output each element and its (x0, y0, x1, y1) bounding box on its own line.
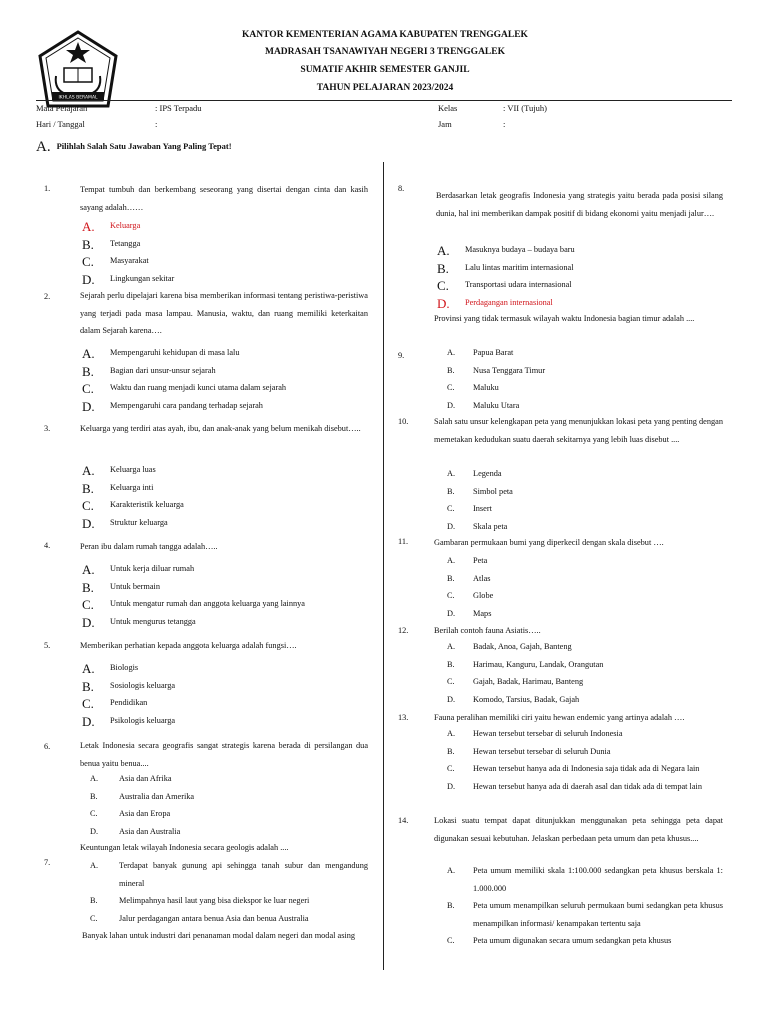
option-letter: B. (447, 901, 455, 910)
option-text: Simbol peta (473, 486, 513, 496)
option-d[interactable] (82, 712, 368, 730)
option-text: Mempengaruhi kehidupan di masa lalu (110, 348, 240, 357)
option-letter: C. (90, 809, 98, 818)
option-text: Mempengaruhi cara pandang terhadap sejarah (110, 400, 263, 410)
option-letter: B. (90, 791, 98, 801)
option-letter: B. (447, 573, 455, 583)
option-d[interactable] (82, 397, 368, 415)
question-text: Provinsi yang tidak termasuk wilayah waktu Indonesia bagian timur adalah .... (434, 314, 695, 323)
option-a[interactable] (437, 241, 723, 259)
option-letter: B. (82, 579, 94, 595)
option-a[interactable] (82, 344, 368, 362)
option-letter: C. (82, 254, 94, 269)
option-text: Lingkungan sekitar (110, 273, 175, 283)
option-text: Untuk bermain (110, 581, 161, 591)
option-a[interactable] (90, 857, 368, 892)
option-text: Lalu lintas maritim internasional (465, 262, 574, 272)
option-letter: C. (447, 383, 455, 392)
section-letter: A. (36, 139, 51, 155)
question-number: 12. (398, 626, 409, 635)
option-text: Keluarga luas (110, 465, 156, 474)
option-c[interactable] (82, 379, 368, 397)
option-letter: B. (447, 486, 455, 496)
option-letter: C. (447, 591, 455, 600)
option-c[interactable] (82, 252, 368, 270)
subject-label: Mata Pelajaran (36, 103, 88, 113)
option-text: Gajah, Badak, Harimau, Banteng (473, 677, 584, 686)
option-letter: A. (447, 729, 456, 738)
option-text: Badak, Anoa, Gajah, Banteng (473, 642, 572, 651)
option-b[interactable] (82, 235, 368, 253)
option-letter: B. (90, 896, 98, 905)
option-c[interactable] (447, 932, 723, 950)
option-c[interactable] (82, 694, 368, 712)
option-c[interactable] (447, 673, 723, 691)
option-text: Nusa Tenggara Timur (473, 365, 546, 375)
option-b[interactable] (90, 788, 368, 806)
option-letter: C. (447, 504, 455, 513)
question-text: Berilah contoh fauna Asiatis….. (434, 626, 541, 635)
option-a[interactable] (82, 217, 368, 235)
question-number: 14. (398, 816, 409, 825)
option-a[interactable] (447, 638, 723, 656)
option-b[interactable] (82, 677, 368, 695)
option-text: Perdagangan internasional (465, 297, 553, 307)
question-text: Sejarah perlu dipelajari karena bisa memberikan informasi tentang peristiwa-peristiwa yang terjadi pada masa lampau. Manusia, waktu, dan ruang memiliki keterkaitan dalam Sejarah karena…. (80, 291, 368, 335)
option-letter: C. (447, 764, 455, 773)
option-letter: B. (82, 678, 94, 694)
option-text: Legenda (473, 469, 502, 478)
option-letter: D. (437, 295, 450, 311)
option-letter: A. (447, 866, 456, 875)
column-divider (383, 162, 384, 970)
logo-text: IKHLAS BERAMAL (58, 95, 98, 101)
question-text: Berdasarkan letak geografis Indonesia yang strategis yaitu berada pada posisi silang dunia, hal ini memberikan dampak positif di bidang ekonomi yaitu menjadi jalur…. (436, 191, 723, 218)
option-text: Papua Barat (473, 348, 514, 357)
option-c[interactable] (82, 496, 368, 514)
option-d[interactable] (447, 397, 723, 415)
option-letter: D. (447, 608, 456, 618)
option-text: Australia dan Amerika (119, 791, 195, 801)
option-text: Maluku Utara (473, 400, 520, 410)
option-text: Hewan tersebut hanya ada di daerah asal dan tidak ada di tempat lain (473, 781, 702, 791)
header-line-2: MADRASAH TSANAWIYAH NEGERI 3 TRENGGALEK (264, 47, 505, 57)
option-letter: D. (447, 781, 456, 791)
option-letter: B. (82, 363, 94, 379)
question-text: Salah satu unsur kelengkapan peta yang menunjukkan lokasi peta yang penting dengan memetakan kedudukan suatu daerah sekitarnya yang lebih luas disebut .... (434, 417, 723, 444)
option-letter: A. (90, 861, 99, 870)
option-d[interactable] (82, 613, 368, 631)
class-value: : VII (Tujuh) (503, 103, 547, 113)
option-letter: A. (90, 774, 99, 783)
option-b[interactable] (447, 483, 723, 501)
option-text: Globe (473, 591, 494, 600)
option-letter: D. (90, 826, 99, 836)
option-text: Harimau, Kanguru, Landak, Orangutan (473, 659, 604, 669)
option-b[interactable] (82, 362, 368, 380)
option-text: Masyarakat (110, 256, 149, 265)
option-text: Untuk kerja diluar rumah (110, 564, 195, 573)
option-text: Terdapat banyak gunung api sehingga tanah subur dan mengandung mineral (119, 861, 368, 888)
option-b[interactable] (447, 570, 723, 588)
option-c[interactable] (90, 910, 368, 928)
option-text: Keluarga (110, 221, 141, 230)
option-text: Tetangga (110, 238, 141, 248)
option-c[interactable] (447, 760, 723, 778)
option-text: Peta umum digunakan secara umum sedangkan peta khusus (473, 936, 672, 945)
option-letter: D. (82, 614, 95, 630)
question-text: Lokasi suatu tempat dapat ditunjukkan menggunakan peta sehingga peta dapat digunakan sesuai kebutuhan. Jelaskan perbedaan peta umum dan peta khusus.... (434, 816, 723, 843)
option-text: Sosiologis keluarga (110, 680, 176, 690)
option-d[interactable] (90, 823, 368, 841)
option-a[interactable] (447, 465, 723, 483)
option-text: Biologis (110, 663, 139, 672)
option-b[interactable] (447, 656, 723, 674)
option-text: Asia dan Australia (119, 826, 181, 836)
time-value: : (503, 119, 506, 129)
header-rule (36, 100, 732, 101)
header-line-1: KANTOR KEMENTERIAN AGAMA KABUPATEN TRENGGALEK (242, 30, 528, 40)
option-letter: B. (82, 480, 94, 496)
option-text: Karakteristik keluarga (110, 500, 184, 509)
option-letter: C. (82, 381, 94, 396)
question-number: 5. (44, 641, 51, 650)
question-number: 11. (398, 537, 409, 546)
class-label: Kelas (438, 103, 458, 113)
option-a[interactable] (82, 560, 368, 578)
question-number: 4. (44, 541, 51, 550)
option-letter: C. (82, 696, 94, 711)
option-b[interactable] (447, 362, 723, 380)
option-text: Insert (473, 504, 492, 513)
option-text: Transportasi udara internasional (465, 280, 572, 289)
option-letter: D. (447, 521, 456, 531)
option-letter: C. (447, 936, 455, 945)
option-text: Melimpahnya hasil laut yang bisa diekspor ke luar negeri (119, 896, 310, 905)
question-text: Tempat tumbuh dan berkembang seseorang yang disertai dengan cinta dan kasih sayang adalah…… (80, 185, 368, 212)
option-d[interactable] (447, 691, 723, 709)
section-heading (36, 139, 232, 156)
option-text: Skala peta (473, 521, 508, 531)
option-letter: D. (82, 398, 95, 414)
option-letter: A. (82, 463, 95, 478)
option-text: Komodo, Tarsius, Badak, Gajah (473, 694, 580, 704)
option-letter: D. (82, 713, 95, 729)
ministry-logo-icon (36, 30, 120, 114)
option-text: Asia dan Eropa (119, 809, 171, 818)
option-a[interactable] (447, 725, 723, 743)
question-text: Peran ibu dalam rumah tangga adalah….. (80, 542, 218, 551)
time-label: Jam (438, 119, 452, 129)
option-b[interactable] (90, 892, 368, 910)
option-text: Peta umum menampilkan seluruh permukaan bumi sedangkan peta khusus menampilkan informasi/ kenampakan tertentu saja (473, 901, 723, 928)
option-a[interactable] (82, 461, 368, 479)
option-letter: C. (437, 278, 449, 293)
option-text: Maluku (473, 383, 499, 392)
option-c[interactable] (82, 595, 368, 613)
option-letter: C. (90, 913, 98, 923)
option-text: Waktu dan ruang menjadi kunci utama dalam sejarah (110, 383, 287, 392)
option-letter: B. (447, 746, 455, 756)
option-c[interactable] (90, 805, 368, 823)
question-text: Gambaran permukaan bumi yang diperkecil dengan skala disebut …. (434, 538, 664, 547)
option-text: Jalur perdagangan antara benua Asia dan benua Australia (119, 913, 309, 923)
option-text: Hewan tersebut tersebar di seluruh Dunia (473, 746, 611, 756)
option-c[interactable] (447, 500, 723, 518)
question-number: 2. (44, 292, 51, 301)
question-number: 13. (398, 713, 409, 722)
option-a[interactable] (447, 344, 723, 362)
option-d[interactable] (447, 518, 723, 536)
option-letter: C. (82, 597, 94, 612)
option-text: Hewan tersebut tersebar di seluruh Indonesia (473, 729, 623, 738)
section-instruction: Pilihlah Salah Satu Jawaban Yang Paling Tepat! (56, 141, 232, 151)
option-text: Asia dan Afrika (119, 774, 172, 783)
option-letter: B. (437, 260, 449, 276)
option-letter: C. (447, 677, 455, 686)
option-a[interactable] (447, 552, 723, 570)
option-d[interactable] (437, 294, 723, 312)
option-text: Struktur keluarga (110, 517, 168, 527)
option-text: Masuknya budaya – budaya baru (465, 245, 575, 254)
option-b[interactable] (447, 897, 723, 932)
option-letter: D. (447, 400, 456, 410)
option-a[interactable] (447, 862, 723, 897)
option-letter: A. (447, 642, 456, 651)
question-number: 10. (398, 417, 409, 426)
question-number: 8. (398, 184, 405, 193)
option-letter: B. (447, 659, 455, 669)
day-value: : (155, 119, 158, 129)
question-number: 1. (44, 184, 51, 193)
option-text: Psikologis keluarga (110, 715, 176, 725)
option-text: Keluarga inti (110, 482, 154, 492)
option-b[interactable] (437, 259, 723, 277)
question-extra-text: Banyak lahan untuk industri dari penanaman modal dalam negeri dan modal asing (82, 931, 356, 940)
option-letter: D. (447, 694, 456, 704)
option-text: Atlas (473, 573, 491, 583)
option-letter: A. (82, 661, 95, 676)
option-letter: A. (82, 346, 95, 361)
option-a[interactable] (90, 770, 368, 788)
option-text: Maps (473, 608, 492, 618)
question-number: 3. (44, 424, 51, 433)
option-text: Bagian dari unsur-unsur sejarah (110, 365, 216, 375)
option-letter: A. (447, 469, 456, 478)
day-label: Hari / Tanggal (36, 119, 85, 129)
option-letter: A. (82, 562, 95, 577)
option-letter: A. (447, 556, 456, 565)
header-line-3: SUMATIF AKHIR SEMESTER GANJIL (300, 65, 470, 75)
question-text: Keuntungan letak wilayah Indonesia secara geologis adalah .... (80, 843, 289, 852)
option-text: Pendidikan (110, 698, 148, 707)
option-text: Peta (473, 556, 488, 565)
question-number: 7. (44, 858, 51, 867)
option-letter: A. (437, 243, 450, 258)
option-text: Hewan tersebut hanya ada di Indonesia saja tidak ada di Negara lain (473, 764, 700, 773)
option-b[interactable] (82, 479, 368, 497)
option-d[interactable] (447, 605, 723, 623)
question-number: 9. (398, 351, 405, 360)
option-b[interactable] (447, 743, 723, 761)
option-d[interactable] (82, 514, 368, 532)
option-d[interactable] (447, 778, 723, 796)
question-text: Keluarga yang terdiri atas ayah, ibu, dan anak-anak yang belum menikah disebut….. (80, 424, 361, 433)
subject-value: : IPS Terpadu (155, 103, 202, 113)
question-text: Memberikan perhatian kepada anggota keluarga adalah fungsi…. (80, 641, 297, 650)
option-letter: C. (82, 498, 94, 513)
option-c[interactable] (447, 587, 723, 605)
question-number: 6. (44, 742, 51, 751)
option-b[interactable] (82, 578, 368, 596)
option-letter: A. (82, 219, 95, 234)
option-letter: B. (82, 236, 94, 252)
option-d[interactable] (82, 270, 368, 288)
question-text: Letak Indonesia secara geografis sangat strategis karena berada di persilangan dua benua yaitu benua.... (80, 741, 368, 768)
option-letter: D. (82, 515, 95, 531)
option-c[interactable] (447, 379, 723, 397)
option-text: Untuk mengurus tetangga (110, 616, 196, 626)
option-c[interactable] (437, 276, 723, 294)
option-text: Peta umum memiliki skala 1:100.000 sedangkan peta khusus berskala 1: 1.000.000 (473, 866, 723, 893)
option-letter: D. (82, 271, 95, 287)
option-letter: B. (447, 365, 455, 375)
option-a[interactable] (82, 659, 368, 677)
question-text: Fauna peralihan memiliki ciri yaitu hewan endemic yang artinya adalah …. (434, 713, 685, 722)
option-text: Untuk mengatur rumah dan anggota keluarga yang lainnya (110, 599, 305, 608)
header-line-4: TAHUN PELAJARAN 2023/2024 (316, 83, 454, 93)
option-letter: A. (447, 348, 456, 357)
